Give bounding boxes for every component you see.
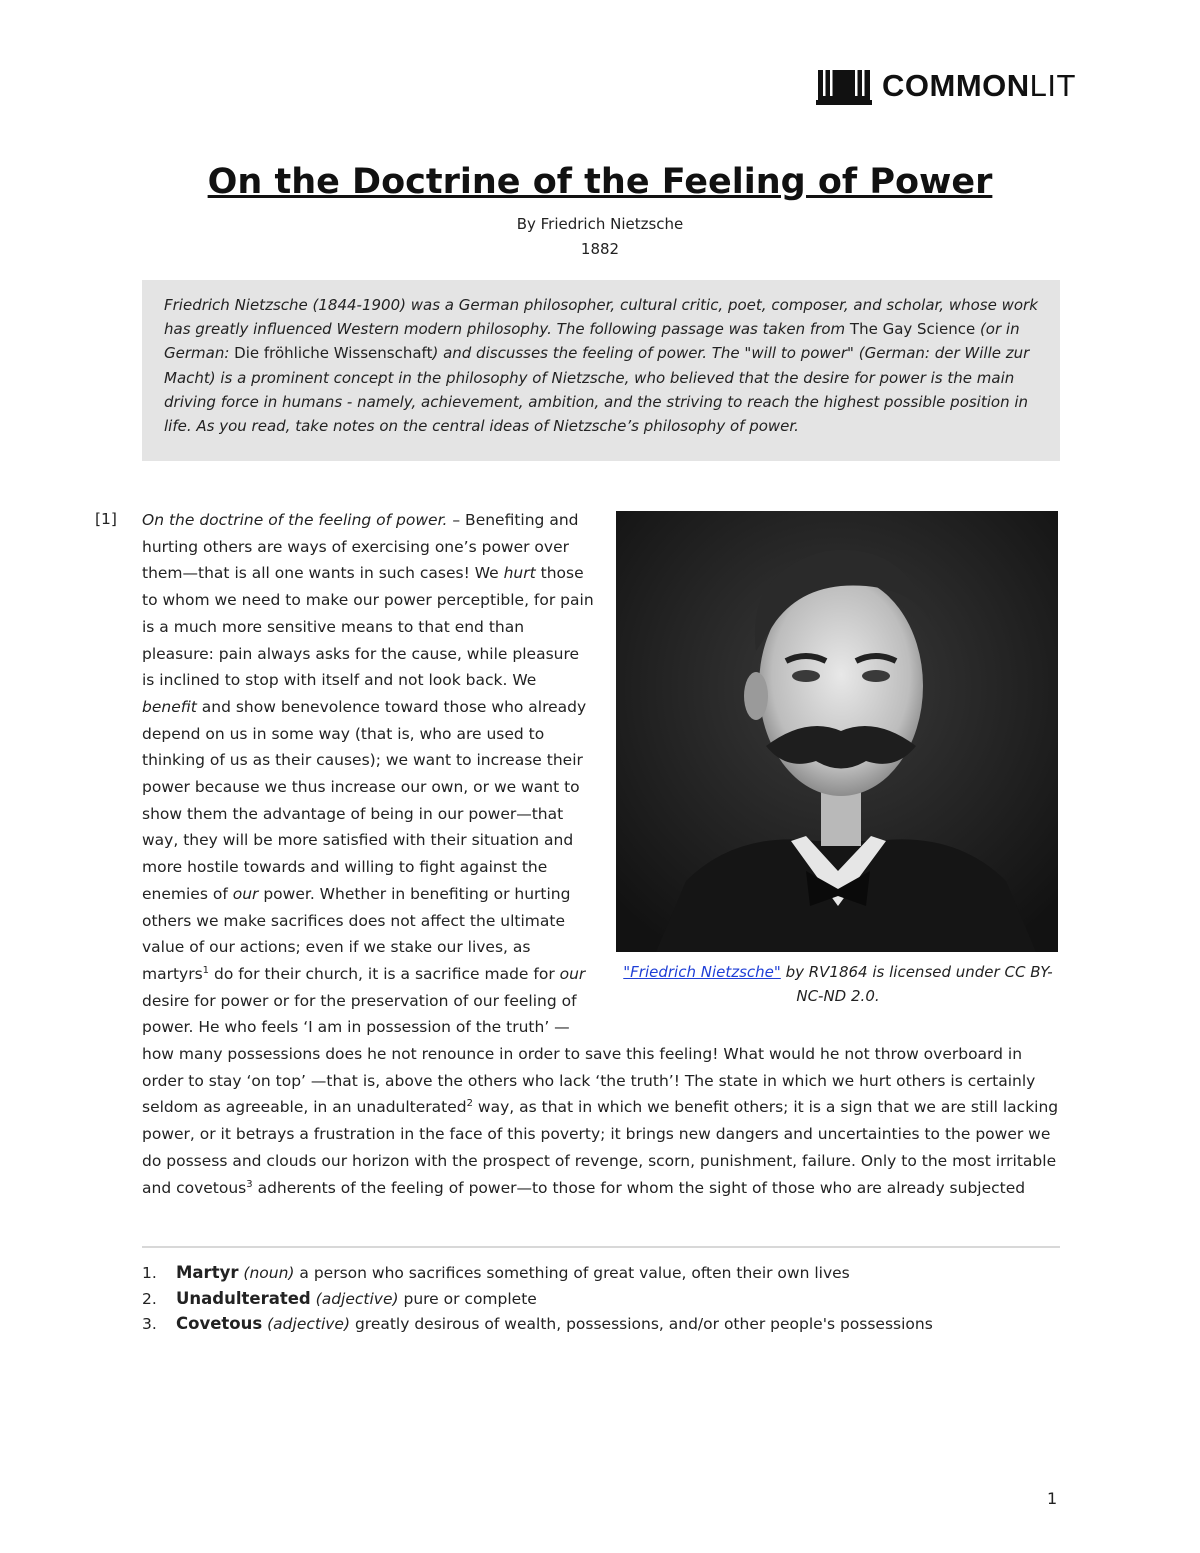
page-title: On the Doctrine of the Feeling of Power: [207, 162, 993, 202]
commonlit-logo: [816, 66, 1076, 106]
footnote-ref-3[interactable]: 3: [246, 1178, 253, 1190]
footnote-list: [142, 1260, 1060, 1337]
intro-box: Friedrich Nietzsche (1844-1900) was a German philosopher, cultural critic, poet, composer, and scholar, whose work has greatly influenced Western modern philosophy. The following passage was taken from The Gay Science (or in German: Die fröhliche Wissenschaft) and discusses the feeling of power. The "will to power" (German: der Wille zur Macht) is a prominent concept in the philosophy of Nietzsche, who believed that the desire for power is the main driving force in humans - namely, achievement, ambition, and the striving to reach the highest possible position in life. As you read, take notes on the central ideas of Nietzsche’s philosophy of power.: [142, 280, 1060, 461]
german-title: Die fröhliche Wissenschaft: [234, 344, 433, 363]
portrait-figure: [616, 507, 1060, 1027]
footnote-item: 1. Martyr (noun) a person who sacrifices something of great value, often their own lives: [142, 1263, 850, 1282]
image-caption: "Friedrich Nietzsche" by RV1864 is licensed under CC BY-NC-ND 2.0.: [623, 963, 1053, 1005]
footnote-ref-1[interactable]: 1: [202, 964, 210, 976]
footnote-ref-2[interactable]: 2: [466, 1098, 473, 1110]
footnote-divider: [142, 1246, 1060, 1248]
book-title: The Gay Science: [849, 320, 976, 339]
logo-wordmark: COMMONLIT: [882, 68, 1076, 103]
open-book-icon: [816, 66, 872, 106]
footnote-item: 2. Unadulterated (adjective) pure or complete: [142, 1288, 537, 1308]
page-number: 1: [1047, 1489, 1058, 1508]
publication-year: 1882: [580, 240, 620, 258]
image-source-link[interactable]: "Friedrich Nietzsche": [623, 963, 781, 981]
portrait-photo: [616, 511, 1058, 952]
author-byline: By Friedrich Nietzsche: [516, 215, 684, 233]
body-paragraph: "Friedrich Nietzsche" by RV1864 is licensed under CC BY-NC-ND 2.0. On the doctrine of the feeling of power. – Benefiting and hurting others are ways of exercising one’s power over them—that is all one wants in such cases! We hurt those to whom we need to make our power perceptible, for pain is a much more sensitive means to that end than pleasure: pain always asks for the cause, while pleasure is inclined to stop with itself and not look back. We benefit and show benevolence toward those who already depend on us in some way (that is, who are used to thinking of us as their causes); we want to increase their power because we thus increase our own, or we want to show them the advantage of being in our power—that way, they will be more satisfied with their situation and more hostile towards and willing to fight against the enemies of our power. Whether in benefiting or hurting others we make sacrifices does not affect the ultimate value of our actions; even if we stake our lives, as martyrs$^1$ do for their church, it is a sacrifice made for our desire for power or for the preservation of our feeling of power. He who feels ‘I am in possession of the truth’ —how many possessions does he not renounce in order to save this feeling! What would he not throw overboard in order to stay ‘on top’ —that is, above the others who lack ‘the truth’! The state in which we hurt others is certainly seldom as agreeable, in an unadulterated$^2$ way, as that in which we benefit others; it is a sign that we are still lacking power, or it betrays a frustration in the face of this poverty; it brings new dangers and uncertainties to the power we do possess and clouds our horizon with the prospect of revenge, scorn, punishment, failure. Only to the most irritable and covetous$^3$ adherents of the feeling of power—to those for whom the sight of those who are already subjected: [142, 507, 1060, 1201]
paragraph-number: [1]: [95, 510, 117, 528]
footnote-item: 3. Covetous (adjective) greatly desirous of wealth, possessions, and/or other people's possessions: [142, 1314, 933, 1333]
